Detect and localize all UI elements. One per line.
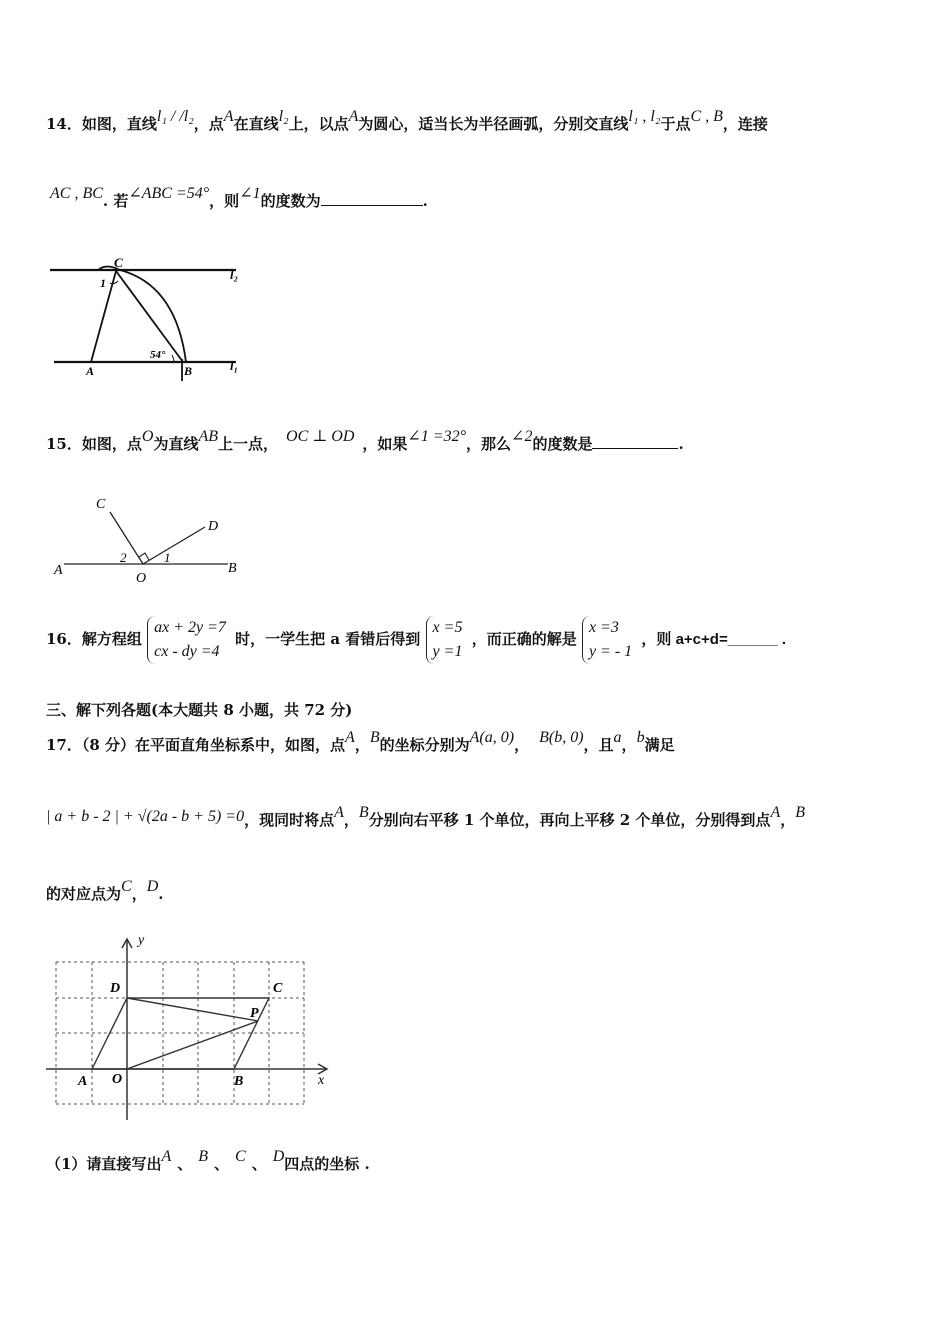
axis-y-label: y <box>138 933 145 948</box>
label-l2: l₂ <box>230 267 239 282</box>
q17-line2: | a + b - 2 | + √(2a - b + 5) =0，现同时将点A，B分别向右平移 1 个单位，再向上平移 2 个单位，分别得到点A，B <box>46 804 806 829</box>
label-two: 2 <box>120 550 127 565</box>
label-l1: l₁ <box>230 358 239 373</box>
axis-x-label: x <box>318 1073 325 1088</box>
label-O: O <box>136 571 147 585</box>
label-C: C <box>96 497 106 512</box>
label-D: D <box>208 519 219 534</box>
equation-system-1: ax + 2y =7 cx - dy =4 <box>147 616 230 664</box>
equation-system-2: x =5 y =1 <box>426 616 467 664</box>
label-one: 1 <box>100 276 106 290</box>
label-A: A <box>78 1074 88 1089</box>
q14-line1: 14．如图，直线l₁ / /l₂，点A在直线l₂上，以点A为圆心，适当长为半径画弧，分别交直线l₁ , l₂于点C , B，连接 <box>46 108 768 133</box>
label-angle: 54° <box>150 349 166 361</box>
q17-coordinate-figure <box>46 930 336 1122</box>
label-B: B <box>228 561 237 576</box>
equation-system-3: x =3 y = - 1 <box>582 616 636 664</box>
label-A: A <box>86 364 95 378</box>
section-heading: 三、解下列各题(本大题共 8 小题，共 72 分) <box>46 701 353 719</box>
label-C: C <box>114 255 123 270</box>
q14-line2: AC , BC. 若∠ABC =54°，则∠1的度数为 . <box>50 185 428 210</box>
q17-line3: 的对应点为C，D. <box>46 878 164 903</box>
q17-sub1: （1）请直接写出A 、 B 、 C 、 D四点的坐标 . <box>46 1148 370 1173</box>
answer-blank <box>592 432 678 449</box>
q17-line1: 17．（8 分）在平面直角坐标系中，如图，点A，B的坐标分别为A(a, 0)， B(b, 0)，且a，b满足 <box>46 729 675 754</box>
label-A: A <box>54 563 63 578</box>
q16-line: 16．解方程组 ax + 2y =7 cx - dy =4 时，一学生把 a 看错后得到 x =5 y =1 ，而正确的解是 x =3 y = - 1 ，则 a+c+d=______ . <box>46 614 786 666</box>
q15-figure <box>50 490 250 585</box>
label-D: D <box>110 981 121 996</box>
label-B: B <box>184 364 193 378</box>
label-B: B <box>234 1074 244 1089</box>
answer-blank <box>321 189 423 206</box>
label-P: P <box>250 1006 259 1021</box>
label-C: C <box>273 981 283 996</box>
label-O: O <box>112 1072 123 1087</box>
q15-line: 15．如图，点O为直线AB上一点， OC ⊥ OD ，如果∠1 =32°，那么∠2的度数是 . <box>46 428 684 453</box>
label-one: 1 <box>164 550 171 565</box>
q14-figure <box>46 255 251 385</box>
